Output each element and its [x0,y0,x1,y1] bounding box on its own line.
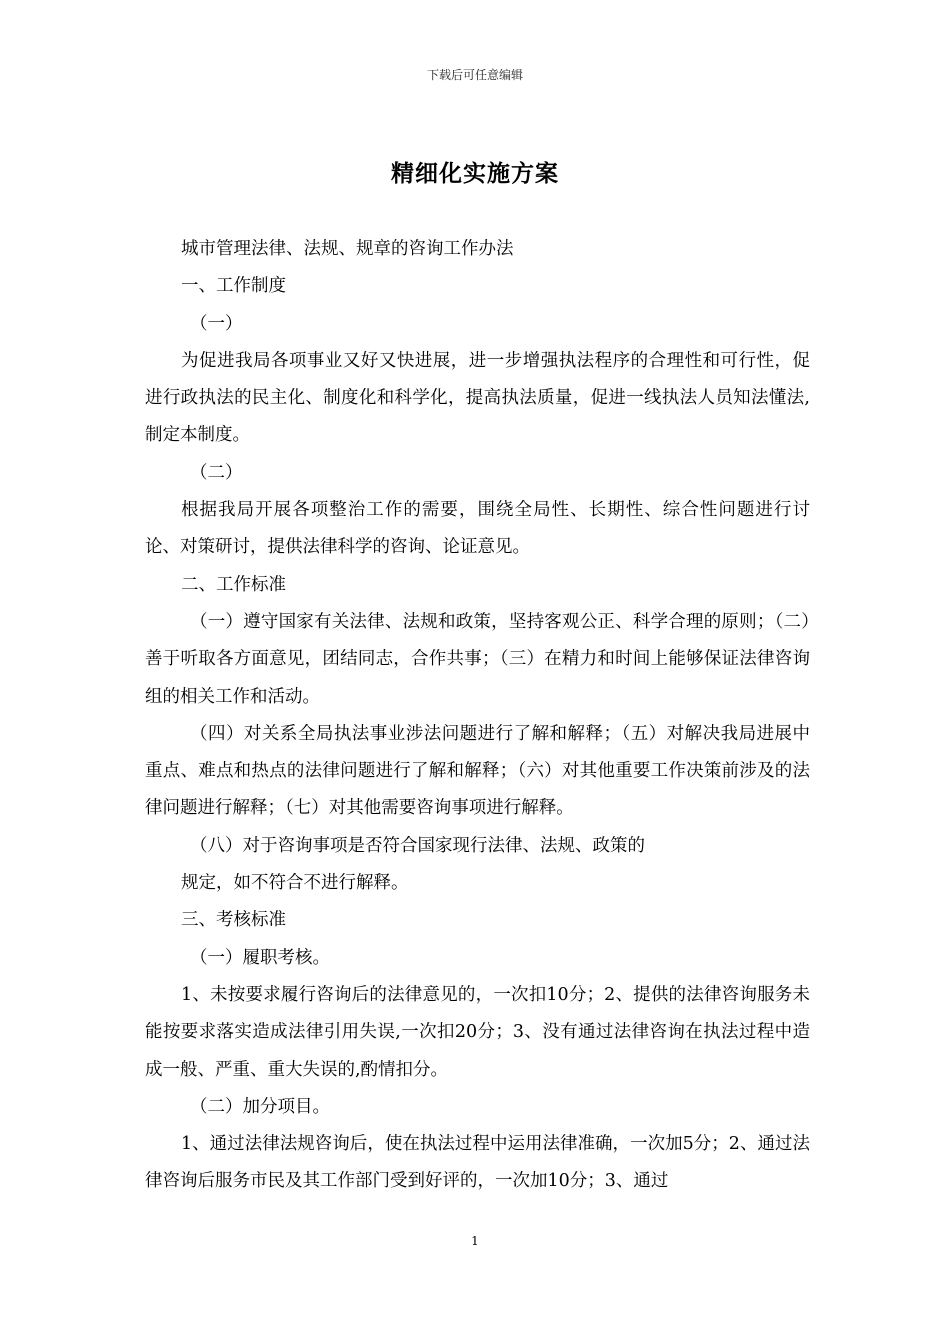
sub-heading-1-2: （二） [190,462,243,483]
document-title: 精细化实施方案 [391,160,559,187]
paragraph-standards-3-cont: 规定，如不符合不进行解释。 [181,873,409,894]
section-heading-3: 三、考核标准 [181,910,286,931]
paragraph-scope: 根据我局开展各项整治工作的需要，围绕全局性、长期性、综合性问题进行讨论、对策研讨，提供法律科学的咨询、论证意见。 [145,500,810,558]
paragraph-deductions: 1、未按要求履行咨询后的法律意见的，一次扣10分；2、提供的法律咨询服务未能按要求落实造成法律引用失误,一次扣20分；3、没有通过法律咨询在执法过程中造成一般、严重、重大失误的,酌情扣分。 [145,984,810,1080]
paragraph-subtitle: 城市管理法律、法规、规章的咨询工作办法 [181,239,514,259]
paragraph-purpose: 为促进我局各项事业又好又快进展，进一步增强执法程序的合理性和可行性，促进行政执法的民主化、制度化和科学化，提高执法质量，促进一线执法人员知法懂法,制定本制度。 [145,350,810,446]
page-number: 1 [471,1234,479,1248]
sub-heading-1-1: （一） [190,313,243,334]
sub-heading-3-2: （二）加分项目。 [190,1096,330,1117]
sub-heading-3-1: （一）履职考核。 [190,947,330,968]
section-heading-1: 一、工作制度 [181,276,286,297]
page-header-note: 下载后可任意编辑 [426,68,523,82]
paragraph-bonus: 1、通过法律法规咨询后，使在执法过程中运用法律准确，一次加5分；2、通过法律咨询后服务市民及其工作部门受到好评的，一次加10分；3、通过 [145,1134,810,1192]
section-heading-2: 二、工作标准 [181,574,286,595]
document-body [145,231,810,1201]
paragraph-standards-1: （一）遵守国家有关法律、法规和政策，坚持客观公正、科学合理的原则；（二）善于听取各方面意见，团结同志，合作共事；（三）在精力和时间上能够保证法律咨询组的相关工作和活动。 [145,611,810,707]
paragraph-standards-2: （四）对关系全局执法事业涉法问题进行了解和解释；（五）对解决我局进展中重点、难点和热点的法律问题进行了解和解释；（六）对其他重要工作决策前涉及的法律问题进行解释；（七）对其他需要咨询事项进行解释。 [145,723,810,819]
paragraph-standards-3: （八）对于咨询事项是否符合国家现行法律、法规、政策的 [190,835,645,856]
